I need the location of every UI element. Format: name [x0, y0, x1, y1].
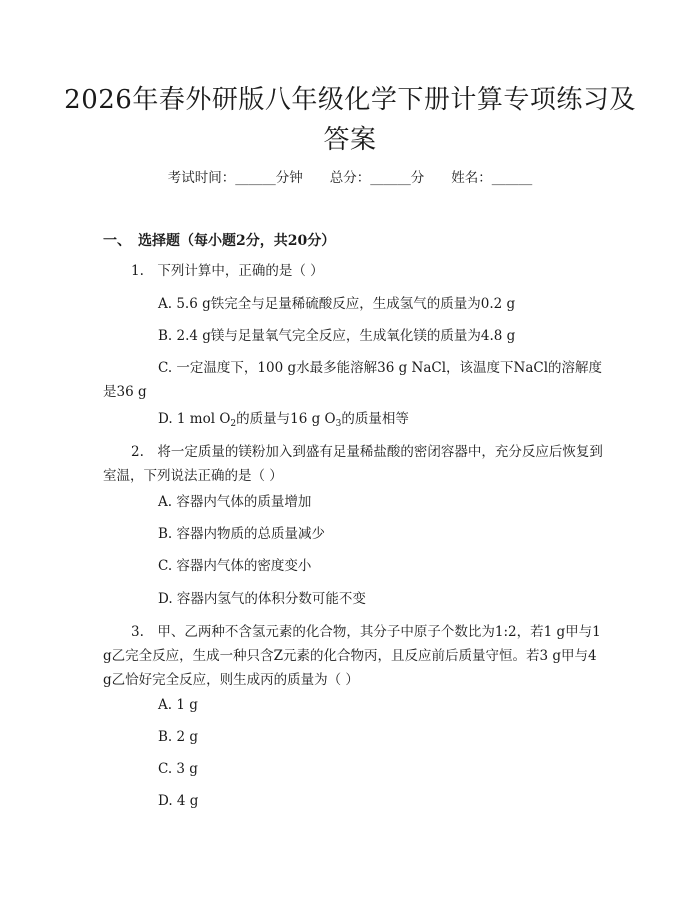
document-title: 2026年春外研版八年级化学下册计算专项练习及答案 — [64, 85, 636, 155]
question-1-option-b: B. 2.4 g镁与足量氧气完全反应，生成氧化镁的质量为4.8 g — [158, 328, 516, 344]
question-3-option-b: B. 2 g — [158, 729, 199, 745]
option-d-text-middle: 的质量与16 g O — [236, 411, 336, 427]
question-2-option-c: C. 容器内气体的密度变小 — [158, 558, 312, 574]
question-2-option-a: A. 容器内气体的质量增加 — [158, 494, 312, 510]
question-2-option-d: D. 容器内氢气的体积分数可能不变 — [158, 591, 366, 607]
section-heading: 一、 选择题（每小题2分，共20分） — [103, 233, 336, 249]
subscript-3: 3 — [335, 419, 342, 429]
question-3-option-c: C. 3 g — [158, 761, 198, 777]
question-1-option-c: C. 一定温度下，100 g水最多能溶解36 g NaCl，该温度下NaCl的溶解度是36 g — [103, 360, 603, 400]
question-2-option-b: B. 容器内物质的总质量减少 — [158, 526, 326, 542]
exam-meta-line: 考试时间：______分钟 总分：______分 姓名：______ — [167, 170, 533, 186]
question-1-option-a: A. 5.6 g铁完全与足量稀硫酸反应，生成氢气的质量为0.2 g — [158, 296, 516, 312]
question-1-option-d — [158, 407, 603, 431]
question-3-stem: 3. 甲、乙两种不含氢元素的化合物，其分子中原子个数比为1:2，若1 g甲与1 g乙完全反应，生成一种只含Z元素的化合物丙，且反应前后质量守恒。若3 g甲与4 g乙恰好完全反应，则生成丙的质量为（ ） — [103, 624, 601, 688]
option-d-text-start: D. 1 mol O — [158, 411, 231, 427]
question-3-option-a: A. 1 g — [158, 697, 198, 713]
subscript-2: 2 — [230, 419, 237, 429]
question-3-option-d: D. 4 g — [158, 793, 199, 809]
option-d-text-end: 的质量相等 — [341, 411, 409, 427]
question-2-stem: 2. 将一定质量的镁粉加入到盛有足量稀盐酸的密闭容器中，充分反应后恢复到室温，下列说法正确的是（ ） — [103, 444, 603, 484]
question-1-stem: 1. 下列计算中，正确的是（ ） — [131, 263, 324, 279]
